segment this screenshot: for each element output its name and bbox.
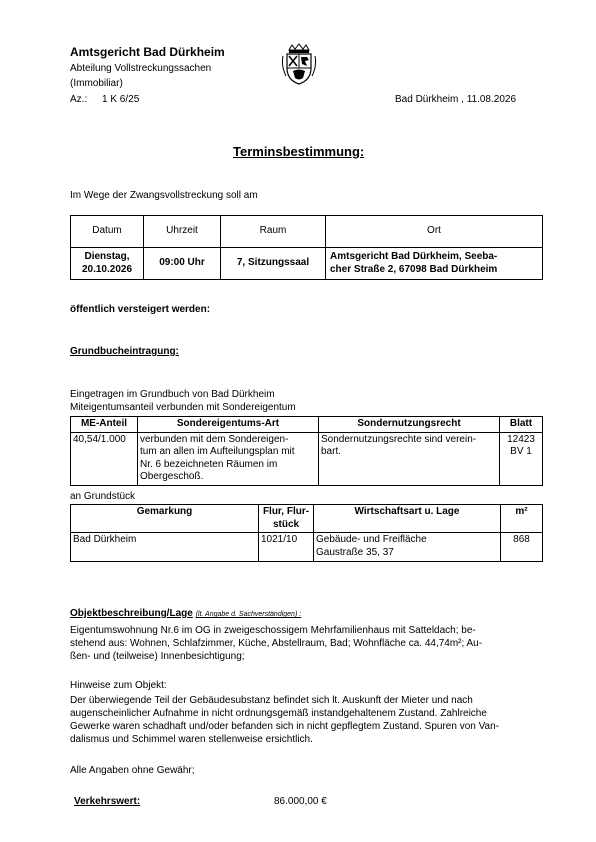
plot-table xyxy=(70,504,543,562)
land-register-line: Eingetragen im Grundbuch von Bad Dürkheim xyxy=(70,389,275,400)
land-register-heading: Grundbucheintragung: xyxy=(70,346,179,357)
col-room: Raum xyxy=(221,216,326,248)
page-title: Terminsbestimmung: xyxy=(233,144,365,159)
col-use: Wirtschaftsart u. Lage xyxy=(314,505,501,533)
area-value: 868 xyxy=(501,533,543,562)
col-place: Ort xyxy=(326,216,543,248)
market-value-label: Verkehrswert: xyxy=(74,796,141,807)
appointment-table xyxy=(70,215,543,280)
disclaimer: Alle Angaben ohne Gewähr; xyxy=(70,765,195,776)
object-heading-row xyxy=(70,608,301,619)
auction-time: 09:00 Uhr xyxy=(144,248,221,280)
description-line: ßen- und (teilweise) Innenbesichtigung; xyxy=(70,651,245,662)
hints-heading: Hinweise zum Objekt: xyxy=(70,680,167,691)
auction-place xyxy=(326,248,543,280)
date-value: 20.10.2026 xyxy=(81,263,133,275)
case-number-label: Az.: xyxy=(70,94,88,105)
sheet-line: BV 1 xyxy=(510,446,532,457)
auction-date xyxy=(71,248,144,280)
place-line: Amtsgericht Bad Dürkheim, Seeba- xyxy=(330,251,498,262)
col-district: Gemarkung xyxy=(71,505,259,533)
coat-of-arms-icon xyxy=(281,42,317,86)
land-register-table xyxy=(70,416,543,486)
col-type: Sondereigentums-Art xyxy=(138,417,319,433)
use-line: Gaustraße 35, 37 xyxy=(316,546,394,558)
place-date: Bad Dürkheim , 11.08.2026 xyxy=(395,94,517,105)
col-date: Datum xyxy=(71,216,144,248)
parcel-header-line: Flur, Flur- xyxy=(262,506,310,517)
object-heading-note: (lt. Angabe d. Sachverständigen) : xyxy=(195,611,302,618)
col-usage: Sondernutzungsrecht xyxy=(319,417,500,433)
col-sheet: Blatt xyxy=(500,417,543,433)
case-number: 1 K 6/25 xyxy=(102,94,140,105)
object-heading: Objektbeschreibung/Lage xyxy=(70,608,193,619)
department: Abteilung Vollstreckungssachen xyxy=(70,63,212,74)
description-line: Eigentumswohnung Nr.6 im OG in zweigeschossigem Mehrfamilienhaus mit Satteldach; be- xyxy=(70,625,476,636)
place-line: cher Straße 2, 67098 Bad Dürkheim xyxy=(330,263,498,275)
hints-line: augenscheinlicher Aufnahme in nicht ordnungsgemäß instandgehaltenem Zustand. Zahlreiche xyxy=(70,708,487,719)
auction-room: 7, Sitzungssaal xyxy=(221,248,326,280)
use-value xyxy=(314,533,501,562)
market-value: 86.000,00 € xyxy=(274,796,327,807)
hints-line: dalismus und Schimmel waren stellenweise ersichtlich. xyxy=(70,734,313,745)
parcel-value: 1021/10 xyxy=(259,533,314,562)
sheet-value xyxy=(500,432,543,485)
description-line: stehend aus: Wohnen, Schlafzimmer, Küche, Abstellraum, Bad; Wohnfläche ca. 44,74m²; Au- xyxy=(70,638,483,649)
type-line: Obergeschoß. xyxy=(140,471,204,482)
subdepartment: (Immobiliar) xyxy=(70,78,123,89)
usage-right xyxy=(319,432,500,485)
type-line: Nr. 6 bezeichneten Räumen im xyxy=(140,458,278,470)
ownership-type xyxy=(138,432,319,485)
col-share: ME-Anteil xyxy=(71,417,138,433)
usage-line: Sondernutzungsrechte sind verein- xyxy=(321,433,477,445)
col-parcel xyxy=(259,505,314,533)
col-area: m² xyxy=(501,505,543,533)
use-line: Gebäude- und Freifläche xyxy=(316,534,427,545)
hints-text xyxy=(70,694,540,746)
usage-line: bart. xyxy=(321,446,342,457)
plot-label: an Grundstück xyxy=(70,491,136,502)
type-line: tum an allen im Aufteilungsplan mit xyxy=(140,446,295,457)
land-register-line: Miteigentumsanteil verbunden mit Sondereigentum xyxy=(70,402,296,413)
object-description xyxy=(70,624,540,663)
parcel-header-line: stück xyxy=(272,518,300,530)
sheet-line: 12423 xyxy=(507,433,535,445)
district-value: Bad Dürkheim xyxy=(71,533,259,562)
court-name: Amtsgericht Bad Dürkheim xyxy=(70,45,225,59)
auction-text: öffentlich versteigert werden: xyxy=(70,304,211,315)
hints-line: Gewerke waren schadhaft und/oder befanden sich in nicht gepflegtem Zustand. Spuren von Van- xyxy=(70,721,499,732)
col-time: Uhrzeit xyxy=(144,216,221,248)
intro-text: Im Wege der Zwangsvollstreckung soll am xyxy=(70,190,258,201)
date-weekday: Dienstag, xyxy=(84,251,130,262)
hints-line: Der überwiegende Teil der Gebäudesubstanz befindet sich lt. Auskunft der Mieter und nach xyxy=(70,695,473,706)
share-value: 40,54/1.000 xyxy=(71,432,138,485)
type-line: verbunden mit dem Sondereigen- xyxy=(140,433,289,445)
